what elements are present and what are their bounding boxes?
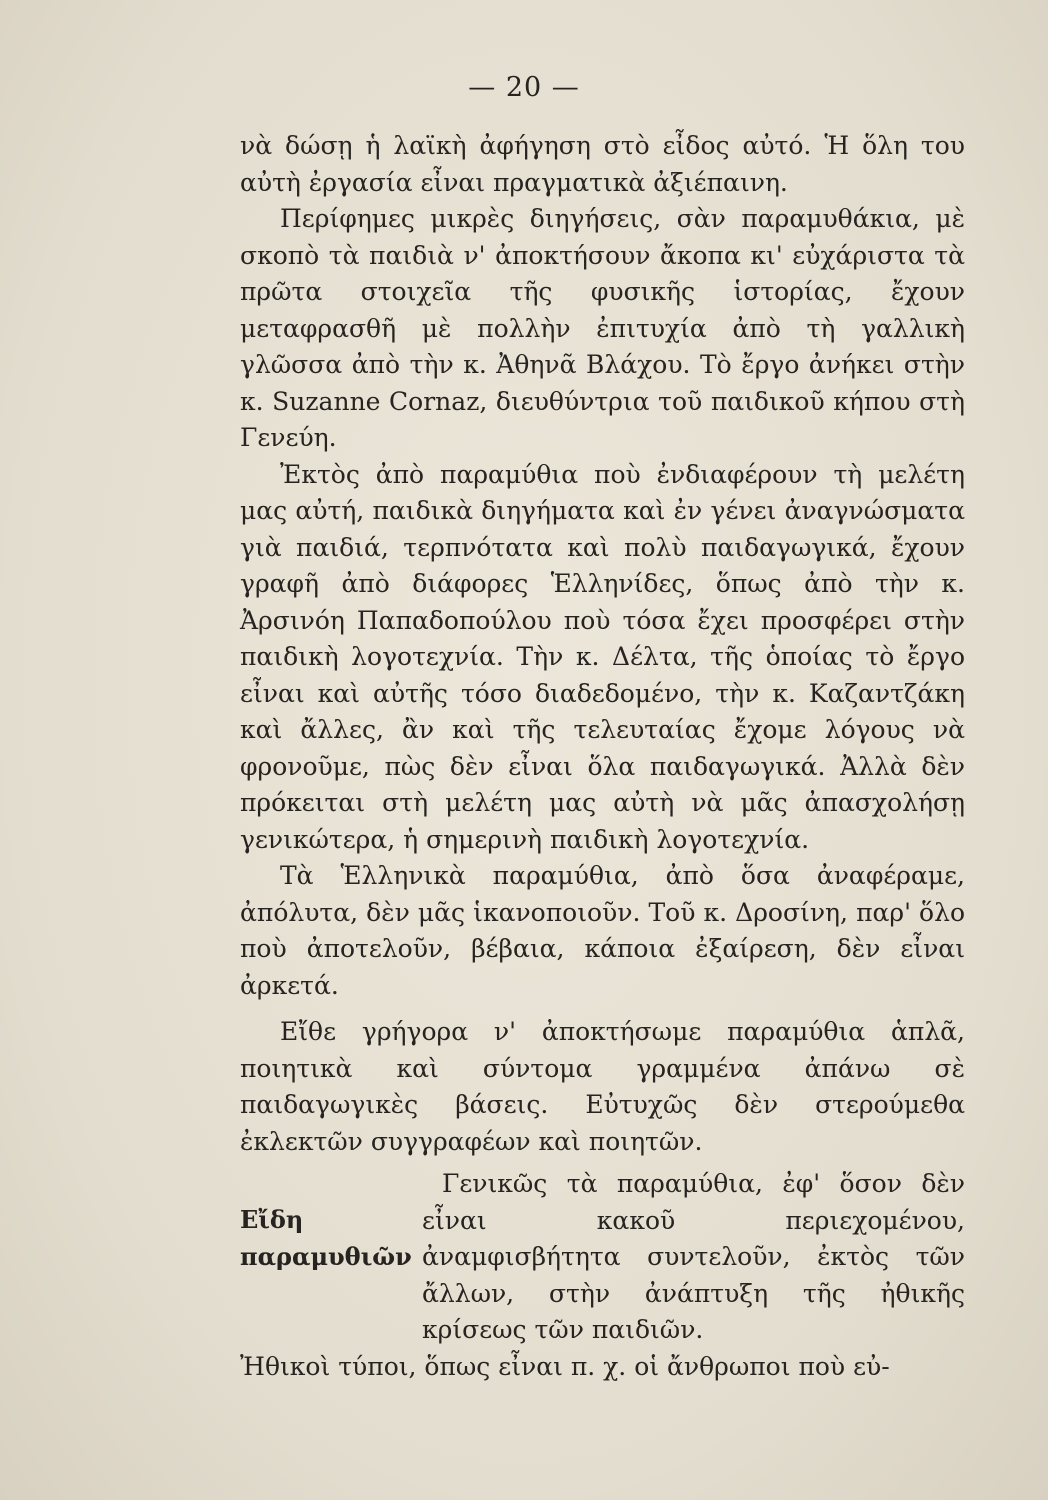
page-number: — 20 — (468, 72, 580, 103)
paragraph-6: Γενικῶς τὰ παραμύθια, ἐφ' ὅσον δὲν εἶναι κακοῦ περιεχομένου, ἀναμφισβήτητα συντελοῦν, ἐκτὸς τῶν ἄλλων, στὴν ἀνάπτυξη τῆς ἠθικῆς κρίσεως τῶν παιδιῶν. (422, 1169, 965, 1344)
main-text (240, 128, 965, 1385)
paragraph-4: Τὰ Ἑλληνικὰ παραμύθια, ἀπὸ ὅσα ἀναφέραμε, ἀπόλυτα, δὲν μᾶς ἱκανοποιοῦν. Τοῦ κ. Δροσίνη, παρ' ὅλο ποὺ ἀποτελοῦν, βέβαια, κάποια ἐξαίρεση, δὲν εἶναι ἀρκετά. (240, 861, 965, 1000)
paragraph-2: Περίφημες μικρὲς διηγήσεις, σὰν παραμυθάκια, μὲ σκοπὸ τὰ παιδιὰ ν' ἀποκτήσουν ἄκοπα κι' εὐχάριστα τὰ πρῶτα στοιχεῖα τῆς φυσικῆς ἱστορίας, ἔχουν μεταφρασθῆ μὲ πολλὴν ἐπιτυχία ἀπὸ τὴ γαλλικὴ γλῶσσα ἀπὸ τὴν κ. Ἀθηνᾶ Βλάχου. Τὸ ἔργο ἀνήκει στὴν κ. Suzanne Cornaz, διευθύντρια τοῦ παιδικοῦ κήπου στὴ Γενεύη. (240, 204, 965, 452)
paragraph-1: νὰ δώσῃ ἡ λαϊκὴ ἀφήγηση στὸ εἶδος αὐτό. Ἡ ὅλη του αὐτὴ ἐργασία εἶναι πραγματικὰ ἀξιέπαινη. (240, 131, 965, 197)
sidenote-section (240, 1166, 965, 1349)
sidenote-paragraph-container (422, 1166, 965, 1349)
margin-heading: Εἴδη παραμυθιῶν (240, 1205, 412, 1271)
paragraph-5: Εἴθε γρήγορα ν' ἀποκτήσωμε παραμύθια ἁπλᾶ, ποιητικὰ καὶ σύντομα γραμμένα ἀπάνω σὲ παιδαγωγικὲς βάσεις. Εὐτυχῶς δὲν στερούμεθα ἐκλεκτῶν συγγραφέων καὶ ποιητῶν. (240, 1017, 965, 1156)
paragraph-7: Ἠθικοὶ τύποι, ὅπως εἶναι π. χ. οἱ ἄνθρωποι ποὺ εὐ- (240, 1351, 890, 1381)
paragraph-3: Ἐκτὸς ἀπὸ παραμύθια ποὺ ἐνδιαφέρουν τὴ μελέτη μας αὐτή, παιδικὰ διηγήματα καὶ ἐν γένει ἀναγνώσματα γιὰ παιδιά, τερπνότατα καὶ πολὺ παιδαγωγικά, ἔχουν γραφῆ ἀπὸ διάφορες Ἑλληνίδες, ὅπως ἀπὸ τὴν κ. Ἀρσινόη Παπαδοπούλου ποὺ τόσα ἔχει προσφέρει στὴν παιδικὴ λογοτεχνία. Τὴν κ. Δέλτα, τῆς ὁποίας τὸ ἔργο εἶναι καὶ αὐτῆς τόσο διαδεδομένο, τὴν κ. Καζαντζάκη καὶ ἄλλες, ἂν καὶ τῆς τελευταίας ἔχομε λόγους νὰ φρονοῦμε, πὼς δὲν εἶναι ὅλα παιδαγωγικά. Ἀλλὰ δὲν πρόκειται στὴ μελέτη μας αὐτὴ νὰ μᾶς ἀπασχολήσῃ γενικώτερα, ἡ σημερινὴ παιδικὴ λογοτεχνία. (240, 459, 965, 854)
